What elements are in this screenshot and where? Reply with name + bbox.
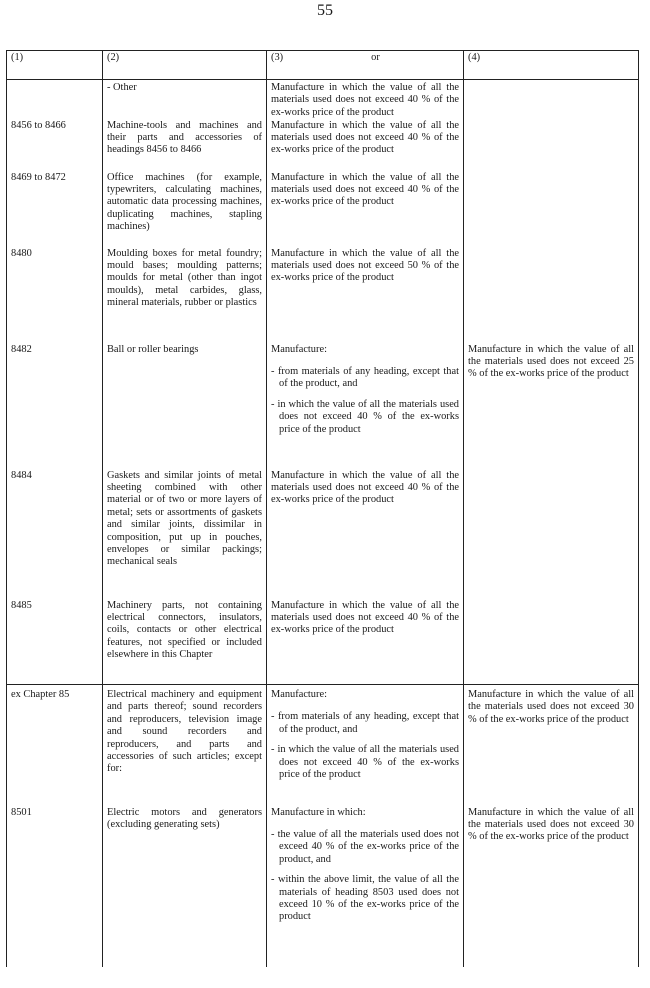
origin-rules-table xyxy=(6,50,639,967)
rule3-intro: Manufacture: xyxy=(271,689,327,700)
rule-cell-4 xyxy=(464,344,639,470)
table-row xyxy=(7,807,639,967)
rule3-text: Manufacture in which the value of all the materials used does not exceed 50 % of the ex-works price of the product xyxy=(271,247,459,284)
table-row xyxy=(7,172,639,248)
table-row xyxy=(7,470,639,600)
column-header-3-label: (3) xyxy=(271,52,284,63)
rule-cell-4 xyxy=(464,470,639,600)
column-header-3 xyxy=(267,51,464,80)
rule3-bullet: - from materials of any heading, except that of the product, and xyxy=(271,365,459,390)
rule-cell-3 xyxy=(267,344,464,470)
table-header-row xyxy=(7,51,639,80)
rule-cell-3 xyxy=(267,685,464,807)
rule-cell-3 xyxy=(267,248,464,344)
rule-cell-4 xyxy=(464,80,639,120)
rule3-bullet: - in which the value of all the materials used does not exceed 40 % of the ex-works price of the product xyxy=(271,744,459,781)
description-cell xyxy=(103,470,267,600)
description-text: Electrical machinery and equipment and parts thereof; sound recorders and reproducers, television image and sound recorders and reproducers, and parts and accessories of such articles; except for: xyxy=(107,689,262,775)
description-cell xyxy=(103,685,267,807)
description-cell xyxy=(103,344,267,470)
rule-cell-4 xyxy=(464,248,639,344)
rule3-text: Manufacture in which the value of all the materials used does not exceed 40 % of the ex-works price of the product xyxy=(271,599,459,636)
table-row xyxy=(7,120,639,172)
table-row xyxy=(7,344,639,470)
description-cell xyxy=(103,120,267,172)
heading-cell xyxy=(7,80,103,120)
description-cell: - Other xyxy=(103,80,267,120)
rule-cell-4 xyxy=(464,807,639,967)
heading-cell: 8480 xyxy=(7,248,103,344)
description-cell xyxy=(103,172,267,248)
heading-cell: 8485 xyxy=(7,600,103,685)
rule-cell-3 xyxy=(267,470,464,600)
rule3-bullet: - in which the value of all the materials used does not exceed 40 % of the ex-works price of the product xyxy=(271,398,459,435)
heading-cell: 8484 xyxy=(7,470,103,600)
rule4-text: Manufacture in which the value of all the materials used does not exceed 30 % of the ex-works price of the product xyxy=(468,689,634,725)
column-header-4: (4) xyxy=(464,51,639,80)
page-number: 55 xyxy=(317,2,333,19)
description-text: Gaskets and similar joints of metal sheeting combined with other material or of two or more layers of metal; sets or assortments of gaskets and similar joints, dissimilar in composition, put up in pouches, envelopes or similar packings; mechanical seals xyxy=(107,469,262,568)
rule-cell-3 xyxy=(267,807,464,967)
description-text: Office machines (for example, typewriters, calculating machines, automatic data processing machines, duplicating machines, stapling machines) xyxy=(107,171,262,233)
rule-cell-3 xyxy=(267,172,464,248)
heading-cell: 8456 to 8466 xyxy=(7,120,103,172)
description-cell xyxy=(103,600,267,685)
rule-cell-3 xyxy=(267,80,464,120)
rule3-bullet: - within the above limit, the value of all the materials of heading 8503 used does not exceed 10 % of the ex-works price of the product xyxy=(271,874,459,923)
table-row xyxy=(7,248,639,344)
rule3-bullet: - the value of all the materials used does not exceed 40 % of the ex-works price of the product, and xyxy=(271,828,459,865)
table-row xyxy=(7,600,639,685)
rule3-bullet: - from materials of any heading, except that of the product, and xyxy=(271,711,459,735)
table-row xyxy=(7,685,639,807)
rule-cell-4 xyxy=(464,685,639,807)
description-cell xyxy=(103,248,267,344)
description-text: Machinery parts, not containing electrical connectors, insulators, coils, contacts or other electrical features, not specified or included elsewhere in this Chapter xyxy=(107,599,262,661)
column-or-label: or xyxy=(371,52,380,63)
rule3-intro: Manufacture in which: xyxy=(271,806,366,818)
rule-cell-4 xyxy=(464,600,639,685)
rule3-text: Manufacture in which the value of all the materials used does not exceed 40 % of the ex-works price of the product xyxy=(271,82,459,118)
rule4-text: Manufacture in which the value of all the materials used does not exceed 25 % of the ex-works price of the product xyxy=(468,343,634,380)
table-row xyxy=(7,80,639,120)
rule-cell-3 xyxy=(267,600,464,685)
column-header-1: (1) xyxy=(7,51,103,80)
rule3-text: Manufacture in which the value of all the materials used does not exceed 40 % of the ex-works price of the product xyxy=(271,119,459,156)
description-text: Electric motors and generators (excluding generating sets) xyxy=(107,806,262,830)
description-text: Machine-tools and machines and their parts and accessories of headings 8456 to 8466 xyxy=(107,119,262,156)
rule3-text: Manufacture in which the value of all the materials used does not exceed 40 % of the ex-works price of the product xyxy=(271,469,459,506)
rule-cell-3 xyxy=(267,120,464,172)
rule3-intro: Manufacture: xyxy=(271,343,327,355)
description-text: Ball or roller bearings xyxy=(107,343,199,355)
rule-cell-4 xyxy=(464,172,639,248)
heading-cell: 8469 to 8472 xyxy=(7,172,103,248)
heading-cell: ex Chapter 85 xyxy=(7,685,103,807)
rule4-text: Manufacture in which the value of all the materials used does not exceed 30 % of the ex-works price of the product xyxy=(468,806,634,843)
description-text: Moulding boxes for metal foundry; mould bases; moulding patterns; moulds for metal (other than ingot moulds), metal carbides, glass, mineral materials, rubber or plastics xyxy=(107,247,262,309)
heading-cell: 8482 xyxy=(7,344,103,470)
rule3-text: Manufacture in which the value of all the materials used does not exceed 40 % of the ex-works price of the product xyxy=(271,171,459,208)
column-header-2: (2) xyxy=(103,51,267,80)
rule-cell-4 xyxy=(464,120,639,172)
description-cell xyxy=(103,807,267,967)
heading-cell: 8501 xyxy=(7,807,103,967)
